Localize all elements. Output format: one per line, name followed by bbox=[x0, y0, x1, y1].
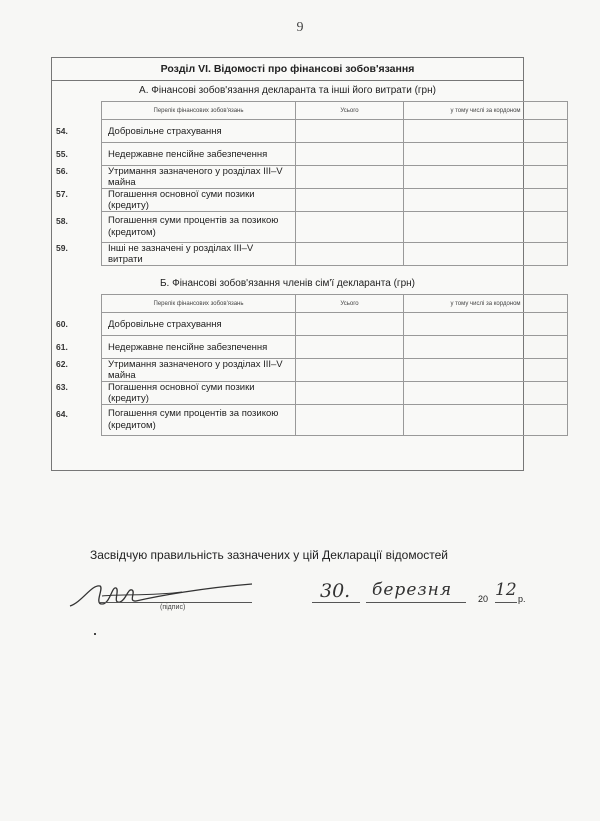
row-abroad-cell bbox=[404, 382, 568, 405]
row-abroad-cell bbox=[404, 189, 568, 212]
date-month: березня bbox=[372, 580, 453, 600]
header-total: Усього bbox=[296, 102, 404, 120]
table-row bbox=[102, 382, 568, 405]
row-total-cell bbox=[296, 143, 404, 166]
date-year: 12 bbox=[495, 580, 517, 600]
date-year-line bbox=[495, 602, 517, 603]
row-total-cell bbox=[296, 336, 404, 359]
table-row bbox=[102, 212, 568, 243]
table-row bbox=[102, 336, 568, 359]
row-total-cell bbox=[296, 166, 404, 189]
row-label: Погашення основної суми позики (кредиту) bbox=[108, 382, 255, 404]
table-row bbox=[102, 405, 568, 436]
row-label-cell bbox=[56, 313, 296, 336]
signature-caption: (підпис) bbox=[160, 604, 186, 611]
date-month-line bbox=[366, 602, 466, 603]
row-label: Утримання зазначеного у розділах III–V майна bbox=[108, 166, 283, 188]
table-row bbox=[102, 313, 568, 336]
table-header-row bbox=[102, 295, 568, 313]
part-a-table bbox=[56, 101, 568, 266]
row-number: 59. bbox=[56, 243, 68, 253]
row-label-cell bbox=[56, 189, 296, 212]
row-abroad-cell bbox=[404, 143, 568, 166]
signature-line bbox=[100, 602, 252, 603]
row-number: 60. bbox=[56, 318, 68, 329]
row-number: 56. bbox=[56, 166, 68, 176]
row-label: Утримання зазначеного у розділах III–V майна bbox=[108, 359, 283, 381]
row-label-cell bbox=[56, 336, 296, 359]
row-label: Недержавне пенсійне забезпечення bbox=[108, 148, 268, 160]
row-label: Добровільне страхування bbox=[108, 318, 222, 330]
part-b-title: Б. Фінансові зобов'язання членів сім'ї декларанта (грн) bbox=[159, 278, 415, 289]
row-abroad-cell bbox=[404, 336, 568, 359]
row-number: 57. bbox=[56, 189, 68, 199]
row-number: 62. bbox=[56, 359, 68, 369]
row-abroad-cell bbox=[404, 120, 568, 143]
year-prefix: 20 bbox=[478, 594, 489, 604]
row-number: 61. bbox=[56, 341, 68, 352]
header-total: Усього bbox=[296, 295, 404, 313]
financial-obligations-form bbox=[51, 57, 524, 471]
row-abroad-cell bbox=[404, 405, 568, 436]
row-total-cell bbox=[296, 313, 404, 336]
row-label-cell bbox=[56, 405, 296, 436]
row-label: Погашення суми процентів за позикою (кредитом) bbox=[108, 215, 279, 238]
row-label: Добровільне страхування bbox=[108, 125, 222, 137]
table-row bbox=[102, 189, 568, 212]
row-label-cell bbox=[56, 212, 296, 243]
table-row bbox=[102, 120, 568, 143]
row-abroad-cell bbox=[404, 243, 568, 266]
row-total-cell bbox=[296, 243, 404, 266]
row-total-cell bbox=[296, 189, 404, 212]
row-label-cell bbox=[56, 166, 296, 189]
row-abroad-cell bbox=[404, 166, 568, 189]
row-label: Інші не зазначені у розділах III–V витрати bbox=[108, 243, 254, 265]
row-abroad-cell bbox=[404, 313, 568, 336]
table-header-row bbox=[102, 102, 568, 120]
row-abroad-cell bbox=[404, 212, 568, 243]
row-label: Погашення суми процентів за позикою (кредитом) bbox=[108, 408, 279, 431]
ink-dot bbox=[94, 633, 96, 635]
row-number: 63. bbox=[56, 382, 68, 392]
date-day-line bbox=[312, 602, 360, 603]
page-number: 9 bbox=[296, 20, 304, 35]
table-row bbox=[102, 359, 568, 382]
header-obligations: Перелік фінансових зобов'язань bbox=[102, 102, 296, 120]
table-row bbox=[102, 143, 568, 166]
row-label: Недержавне пенсійне забезпечення bbox=[108, 341, 268, 353]
row-total-cell bbox=[296, 382, 404, 405]
row-number: 54. bbox=[56, 125, 68, 136]
table-row bbox=[102, 243, 568, 266]
header-abroad: у тому числі за кордоном bbox=[404, 102, 568, 120]
section-title: Розділ VI. Відомості про фінансові зобов'язання bbox=[52, 58, 523, 81]
row-total-cell bbox=[296, 405, 404, 436]
date-day: 30. bbox=[320, 580, 351, 602]
row-label-cell bbox=[56, 359, 296, 382]
row-label-cell bbox=[56, 120, 296, 143]
row-total-cell bbox=[296, 359, 404, 382]
row-label: Погашення основної суми позики (кредиту) bbox=[108, 189, 255, 211]
row-label-cell bbox=[56, 382, 296, 405]
row-number: 64. bbox=[56, 409, 68, 419]
row-number: 58. bbox=[56, 216, 68, 226]
header-obligations: Перелік фінансових зобов'язань bbox=[102, 295, 296, 313]
row-label-cell bbox=[56, 243, 296, 266]
row-total-cell bbox=[296, 212, 404, 243]
table-row bbox=[102, 166, 568, 189]
header-abroad: у тому числі за кордоном bbox=[404, 295, 568, 313]
certification-text: Засвідчую правильність зазначених у цій Декларації відомостей bbox=[90, 548, 448, 562]
part-a-title: А. Фінансові зобов'язання декларанта та інші його витрати (грн) bbox=[139, 85, 436, 96]
part-b-table bbox=[56, 294, 568, 436]
year-suffix: р. bbox=[518, 594, 526, 604]
row-abroad-cell bbox=[404, 359, 568, 382]
row-total-cell bbox=[296, 120, 404, 143]
row-label-cell bbox=[56, 143, 296, 166]
row-number: 55. bbox=[56, 148, 68, 159]
